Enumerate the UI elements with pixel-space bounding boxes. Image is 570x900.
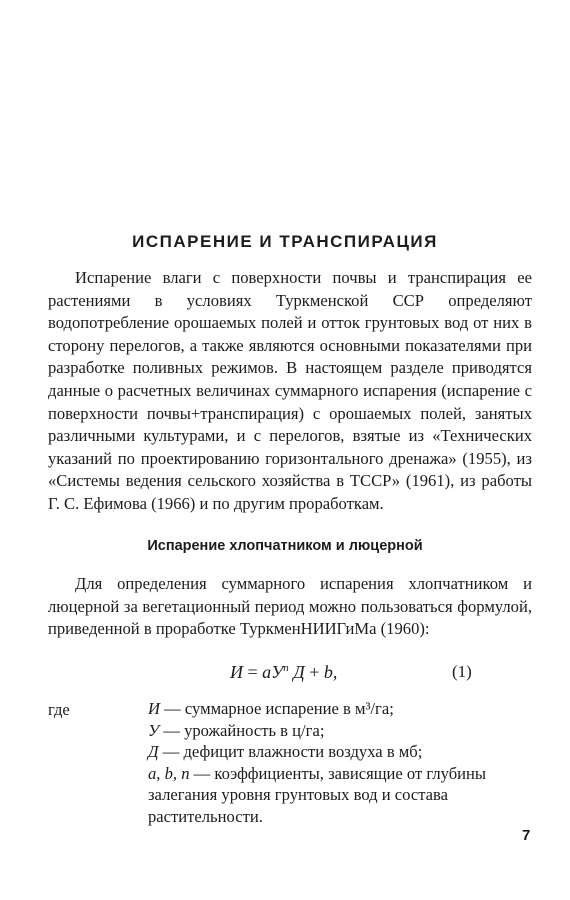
definition-symbol: a, b, n: [148, 763, 190, 783]
definition-item: [148, 741, 534, 763]
formula-lhs: И: [230, 662, 243, 682]
subsection-title: Испарение хлопчатником и люцерной: [147, 538, 423, 554]
definition-symbol: У: [148, 720, 160, 740]
formula-plus: +: [304, 662, 324, 682]
definition-text: — суммарное испарение в м³/га;: [159, 699, 394, 718]
intro-paragraph: Испарение влаги с поверхности почвы и транспирация ее растениями в условиях Туркменской ССР определяют водопотребление орошаемых полей и отток грунтовых вод от них в сторону перелогов, а также являются основными показателями при разработке поливных режимов. В настоящем разделе приводятся данные о расчетных величинах суммарного испарения (испарение с поверхности почвы+транспирация) с орошаемых полей, занятых различными культурами, и с перелогов, взятые из «Технических указаний по проектированию горизонтального дренажа» (1955), из «Системы ведения сельского хозяйства в ТССР» (1961), из работы Г. С. Ефимова (1966) и по другим проработкам.: [48, 268, 532, 513]
section-title: ИСПАРЕНИЕ И ТРАНСПИРАЦИЯ: [132, 232, 438, 251]
formula-deficit: Д: [293, 662, 305, 682]
formula-coef-b: b: [323, 662, 333, 682]
where-label: где: [48, 700, 70, 719]
definition-text: — коэффициенты, зависящие от глубины залегания уровня грунтовых вод и состава растительности.: [148, 763, 487, 826]
formula-coef-a: a: [262, 662, 272, 682]
formula: [230, 662, 337, 683]
formula-equals: =: [243, 662, 263, 682]
formula-comma: ,: [332, 662, 338, 682]
formula-yield: У: [271, 662, 284, 682]
definition-item: [148, 720, 534, 742]
definition-symbol: Д: [148, 742, 159, 761]
definition-item: [148, 763, 534, 828]
page-number: 7: [522, 827, 531, 844]
method-paragraph: Для определения суммарного испарения хлопчатником и люцерной за вегетационный период можно пользоваться формулой, приведенной в проработке ТуркменНИИГиМа (1960):: [48, 574, 532, 639]
definition-item: [148, 698, 534, 720]
definitions-list: [148, 698, 534, 827]
definition-symbol: И: [148, 699, 160, 718]
definition-text: — дефицит влажности воздуха в мб;: [158, 742, 423, 761]
formula-exponent: n: [283, 662, 289, 674]
formula-row: [0, 662, 570, 688]
definition-text: — урожайность в ц/га;: [159, 720, 325, 740]
formula-number: (1): [452, 662, 472, 681]
